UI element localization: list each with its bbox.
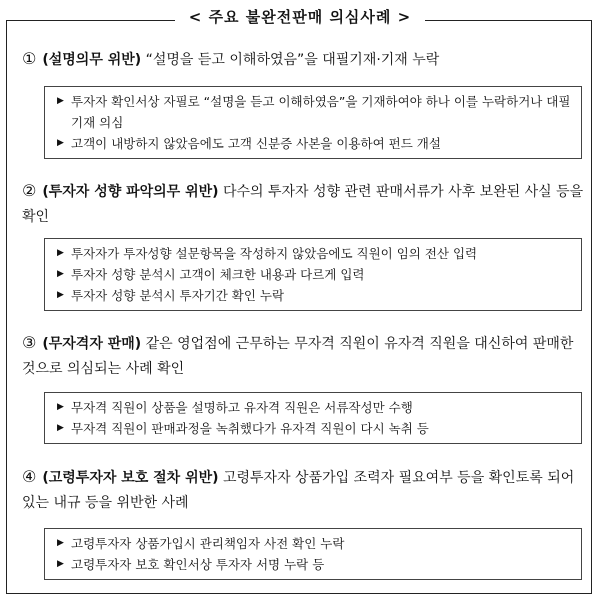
list-item: ▶ 무자격 직원이 상품을 설명하고 유자격 직원은 서류작성만 수행 [57,397,573,418]
section-description: 같은 영업점에 근무하는 무자격 직원이 유자격 직원을 대신하여 판매한 것으로 의심되는 사례 확인 [22,336,574,377]
section-number: ③ [22,333,37,352]
bullet-arrow-icon: ▶ [57,538,64,548]
section-bold-label: (설명의무 위반) [42,52,142,68]
list-item: ▶ 투자자 확인서상 자필로 “설명을 듣고 이해하였음”을 기재하여야 하나 이를 누락하거나 대필 기재 의심 [57,91,573,133]
section-3 [22,330,584,382]
bullet-arrow-icon: ▶ [57,290,64,300]
section-heading [22,178,584,230]
section-heading [22,46,584,73]
list-item: ▶ 고령투자자 보호 확인서상 투자자 서명 누락 등 [57,554,573,575]
section-2 [22,178,584,230]
bullet-arrow-icon: ▶ [57,96,64,106]
bullet-arrow-icon: ▶ [57,138,64,148]
list-item: ▶ 고령투자자 상품가입시 관리책임자 사전 확인 누락 [57,533,573,554]
bullet-arrow-icon: ▶ [57,248,64,258]
title-bar [0,6,600,34]
list-item: ▶ 투자자 성향 분석시 투자기간 확인 누락 [57,285,573,306]
section-4-box [44,528,582,580]
section-heading [22,464,584,516]
section-bold-label: (투자자 성향 파악의무 위반) [42,184,219,200]
bullet-arrow-icon: ▶ [57,269,64,279]
section-description: 고령투자자 상품가입 조력자 필요여부 등을 확인토록 되어있는 내규 등을 위반한 사례 [22,470,575,511]
section-description: “설명을 듣고 이해하였음”을 대필기재·기재 누락 [141,52,440,68]
section-description: 다수의 투자자 성향 관련 판매서류가 사후 보완된 사실 등을 확인 [22,184,584,225]
bullet-arrow-icon: ▶ [57,423,64,433]
section-1 [22,46,584,73]
section-number: ④ [22,467,37,486]
bullet-arrow-icon: ▶ [57,402,64,412]
document-title: < 주요 불완전판매 의심사례 > [175,8,425,26]
section-4 [22,464,584,516]
section-bold-label: (무자격자 판매) [42,336,142,352]
section-bold-label: (고령투자자 보호 절차 위반) [42,470,219,486]
bullet-arrow-icon: ▶ [57,559,64,569]
list-item: ▶ 무자격 직원이 판매과정을 녹취했다가 유자격 직원이 다시 녹취 등 [57,418,573,439]
list-item: ▶ 투자자 성향 분석시 고객이 체크한 내용과 다르게 입력 [57,264,573,285]
section-number: ① [22,49,37,68]
section-2-box [44,238,582,311]
section-1-box [44,86,582,159]
list-item: ▶ 투자자가 투자성향 설문항목을 작성하지 않았음에도 직원이 임의 전산 입력 [57,243,573,264]
section-heading [22,330,584,382]
section-number: ② [22,181,37,200]
section-3-box [44,392,582,444]
list-item: ▶ 고객이 내방하지 않았음에도 고객 신분증 사본을 이용하여 펀드 개설 [57,133,573,154]
